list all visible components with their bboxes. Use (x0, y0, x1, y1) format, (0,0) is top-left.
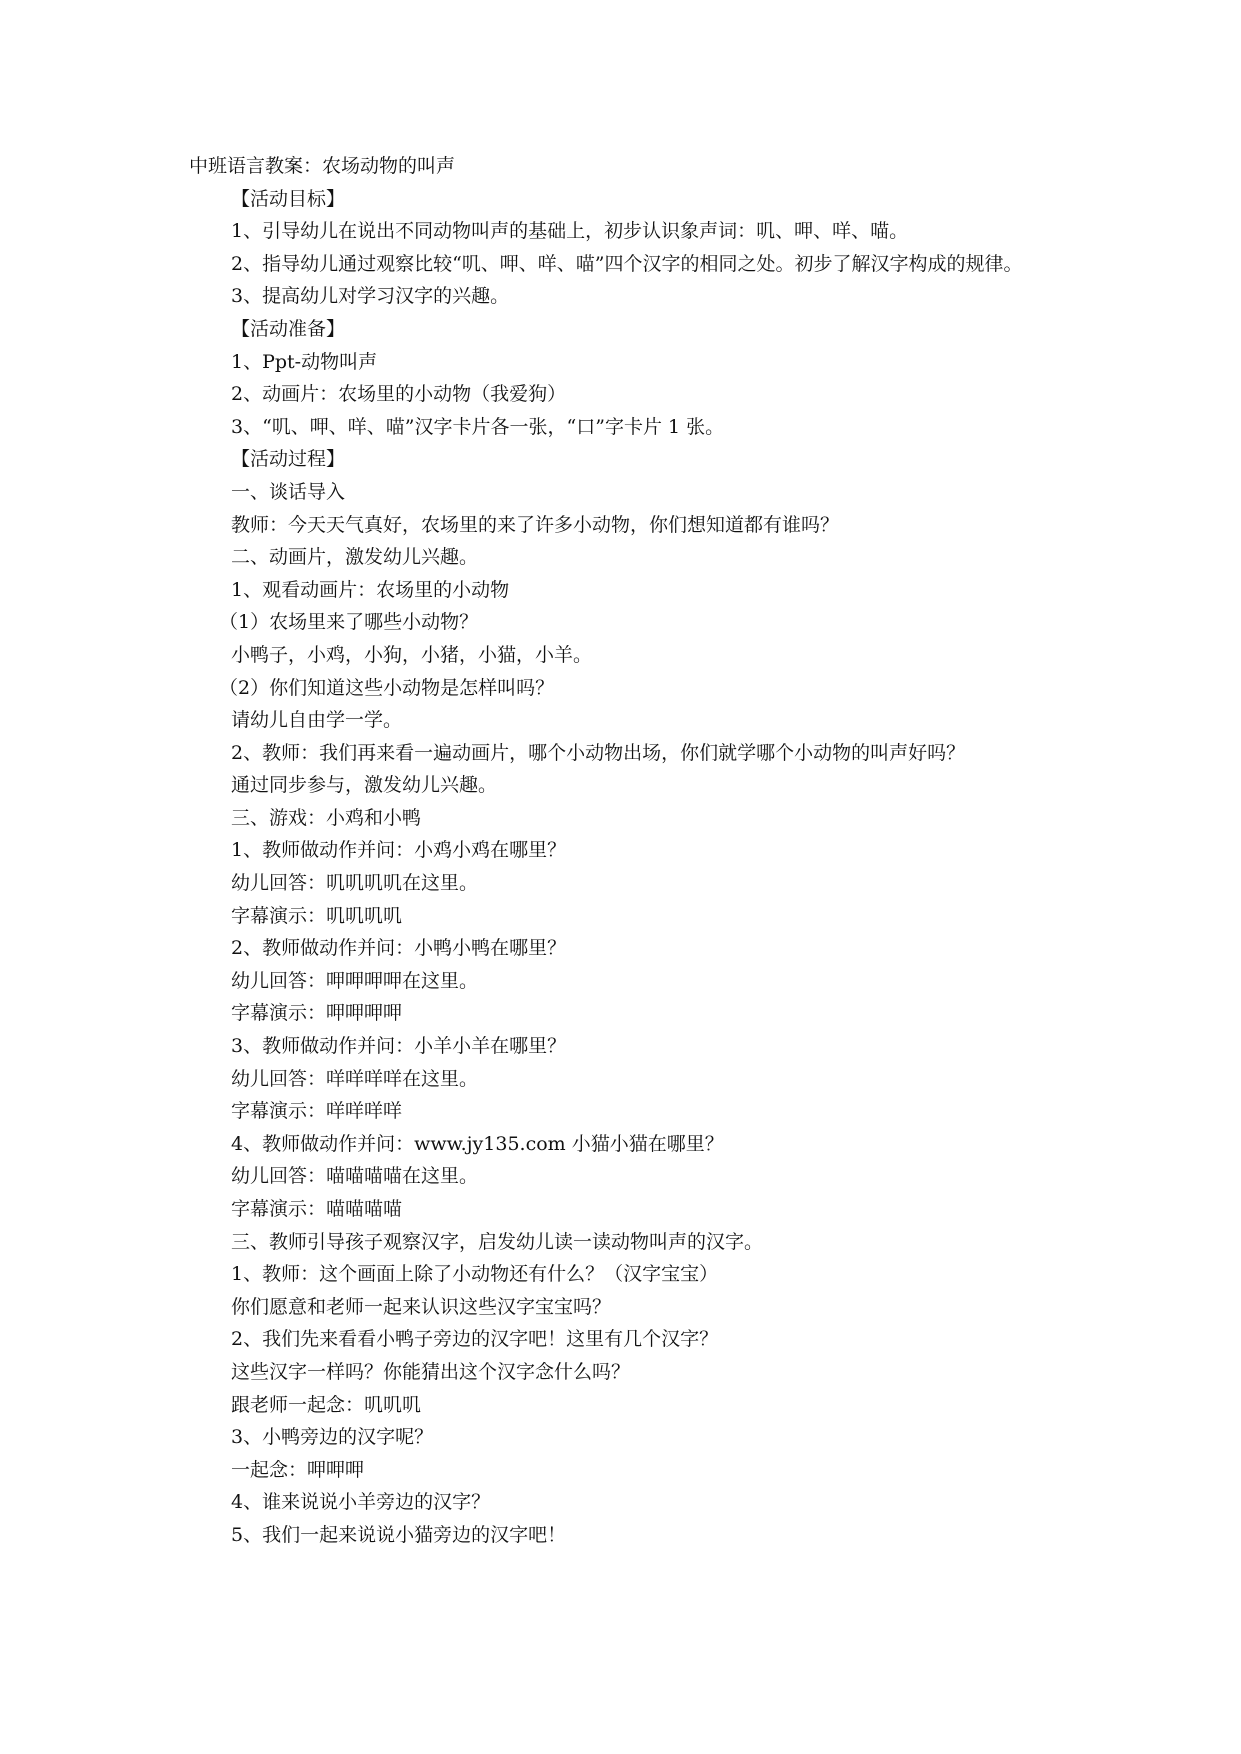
paragraph: 通过同步参与，激发幼儿兴趣。 (231, 774, 498, 797)
paragraph: 2、教师做动作并问：小鸭小鸭在哪里？ (231, 937, 567, 960)
paragraph: 教师：今天天气真好，农场里的来了许多小动物，你们想知道都有谁吗？ (231, 513, 840, 536)
paragraph: 跟老师一起念：叽叽叽 (231, 1393, 422, 1416)
paragraph: 请幼儿自由学一学。 (231, 709, 403, 732)
paragraph: 2、指导幼儿通过观察比较“叽、呷、咩、喵”四个汉字的相同之处。初步了解汉字构成的规律。 (231, 252, 1023, 275)
paragraph: 二、动画片，激发幼儿兴趣。 (231, 546, 479, 569)
paragraph: 三、教师引导孩子观察汉字，启发幼儿读一读动物叫声的汉字。 (231, 1230, 764, 1253)
paragraph: 你们愿意和老师一起来认识这些汉字宝宝吗？ (231, 1295, 612, 1318)
paragraph: 1、引导幼儿在说出不同动物叫声的基础上，初步认识象声词：叽、呷、咩、喵。 (231, 220, 909, 243)
paragraph: 小鸭子，小鸡，小狗，小猪，小猫，小羊。 (231, 643, 593, 666)
paragraph: 字幕演示：呷呷呷呷 (231, 1002, 403, 1025)
paragraph: 2、动画片：农场里的小动物（我爱狗） (231, 383, 567, 406)
paragraph: 字幕演示：喵喵喵喵 (231, 1198, 403, 1220)
paragraph: 1、教师：这个画面上除了小动物还有什么？（汉字宝宝） (231, 1263, 719, 1286)
paragraph: 三、游戏：小鸡和小鸭 (231, 806, 422, 829)
paragraph: 3、教师做动作并问：小羊小羊在哪里？ (231, 1035, 567, 1058)
section-heading-process: 【活动过程】 (231, 448, 346, 471)
paragraph: 一起念：呷呷呷 (231, 1458, 365, 1481)
paragraph: 2、教师：我们再来看一遍动画片，哪个小动物出场，你们就学哪个小动物的叫声好吗？ (231, 741, 966, 764)
document-title: 中班语言教案：农场动物的叫声 (189, 155, 456, 177)
paragraph: 1、观看动画片：农场里的小动物 (231, 578, 510, 601)
paragraph: 4、谁来说说小羊旁边的汉字？ (231, 1491, 491, 1514)
paragraph: 3、“叽、呷、咩、喵”汉字卡片各一张，“口”字卡片 1 张。 (231, 415, 725, 438)
paragraph: （1）农场里来了哪些小动物？ (219, 611, 479, 634)
section-heading-preparation: 【活动准备】 (231, 317, 346, 340)
paragraph: 一、谈话导入 (231, 480, 346, 503)
paragraph: 字幕演示：叽叽叽叽 (231, 904, 403, 927)
paragraph: 幼儿回答：呷呷呷呷在这里。 (231, 969, 479, 992)
paragraph: 3、小鸭旁边的汉字呢？ (231, 1426, 434, 1449)
paragraph: 幼儿回答：叽叽叽叽在这里。 (231, 872, 479, 895)
paragraph: 这些汉字一样吗？你能猜出这个汉字念什么吗？ (231, 1360, 631, 1383)
paragraph: 字幕演示：咩咩咩咩 (231, 1100, 403, 1123)
paragraph: 1、教师做动作并问：小鸡小鸡在哪里？ (231, 839, 567, 862)
paragraph: 2、我们先来看看小鸭子旁边的汉字吧！这里有几个汉字？ (231, 1328, 719, 1351)
paragraph: 幼儿回答：喵喵喵喵在这里。 (231, 1165, 479, 1188)
document-body (189, 150, 1059, 1552)
paragraph: （2）你们知道这些小动物是怎样叫吗？ (219, 676, 555, 699)
paragraph: 1、Ppt-动物叫声 (231, 350, 378, 373)
paragraph: 幼儿回答：咩咩咩咩在这里。 (231, 1067, 479, 1090)
paragraph: 3、提高幼儿对学习汉字的兴趣。 (231, 285, 510, 308)
paragraph: 4、教师做动作并问：www.jy135.com 小猫小猫在哪里？ (231, 1132, 724, 1155)
paragraph: 5、我们一起来说说小猫旁边的汉字吧！ (231, 1523, 567, 1546)
section-heading-goals: 【活动目标】 (231, 187, 346, 210)
